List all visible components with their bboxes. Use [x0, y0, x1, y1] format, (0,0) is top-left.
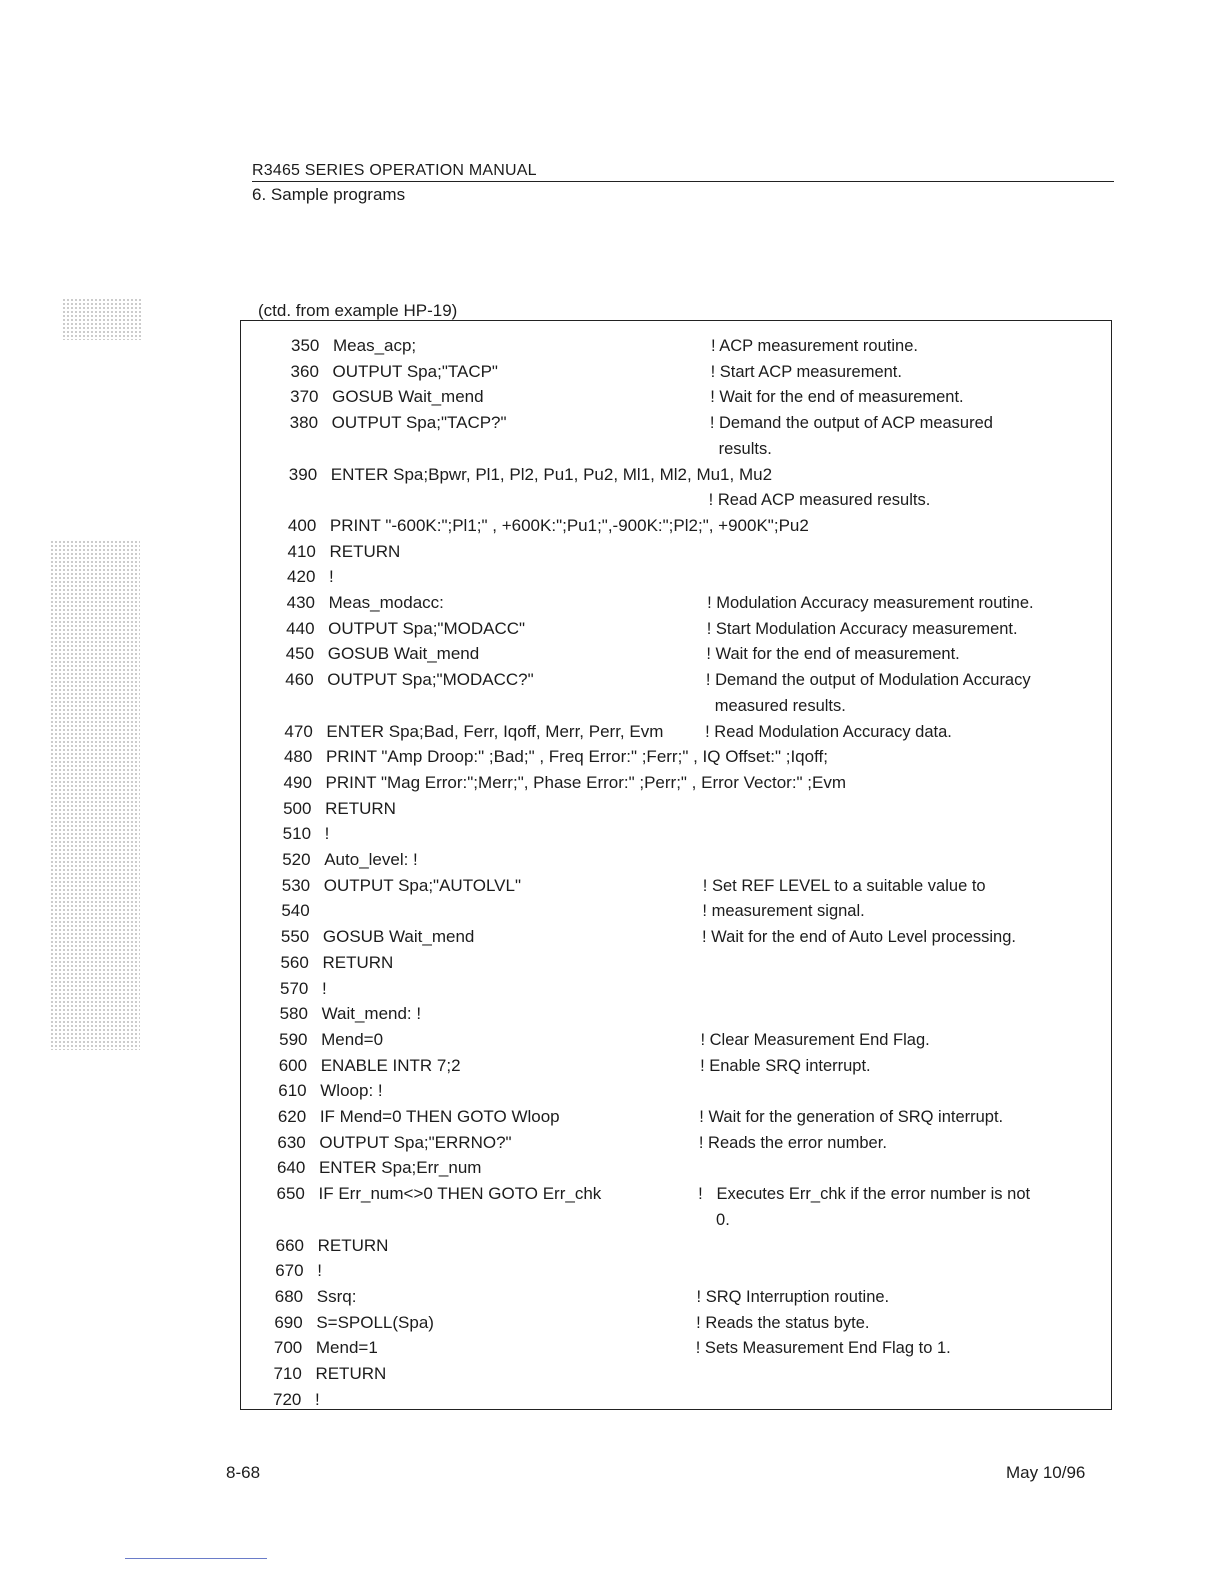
code-line: [289, 438, 331, 460]
line-number: 420: [287, 567, 316, 587]
code-comment: ! Set REF LEVEL to a suitable value to: [702, 876, 986, 895]
line-number: 540: [281, 901, 310, 921]
code-text: PRINT "Mag Error:";Merr;", Phase Error:" ;Perr;" , Error Vector:" ;Evm: [325, 772, 847, 792]
line-number: 430: [286, 593, 315, 612]
line-number: 620: [277, 1107, 307, 1126]
code-text: !: [317, 1261, 322, 1281]
revision-date: May 10/96: [1006, 1463, 1086, 1482]
code-line: [274, 1337, 378, 1359]
code-text: RETURN: [322, 952, 394, 972]
code-line: [277, 1183, 602, 1205]
code-text: ENTER Spa;Bpwr, Pl1, Pl2, Pu1, Pu2, Ml1, Ml2, Mu1, Mu2: [330, 464, 773, 484]
code-text: GOSUB Wait_mend: [327, 644, 480, 664]
code-text: RETURN: [325, 798, 396, 818]
code-line: [285, 695, 327, 717]
line-number: 590: [279, 1029, 308, 1049]
bottom-rule: [125, 1558, 267, 1559]
code-text: !: [315, 1389, 320, 1409]
code-line: [286, 643, 479, 665]
code-comment: ! measurement signal.: [702, 902, 865, 921]
scan-artifact-side: [50, 540, 140, 1050]
code-comment: 0.: [697, 1210, 730, 1229]
code-comment: ! Modulation Accuracy measurement routine.: [707, 594, 1034, 612]
code-text: RETURN: [315, 1364, 387, 1383]
code-line: [280, 1003, 422, 1025]
code-line: [280, 952, 393, 974]
code-text: ENTER Spa;Err_num: [318, 1158, 482, 1178]
code-line: [287, 592, 444, 614]
code-comment: ! Start Modulation Accuracy measurement.: [706, 619, 1018, 638]
code-line: [284, 746, 828, 768]
code-line: [278, 1106, 560, 1128]
code-comment: ! Demand the output of ACP measured: [709, 414, 993, 433]
code-line: [286, 618, 525, 640]
code-text: Wloop: !: [320, 1081, 383, 1101]
code-text: Mend=1: [315, 1338, 378, 1358]
code-text: ENTER Spa;Bad, Ferr, Iqoff, Merr, Perr, Evm: [326, 721, 664, 741]
code-text: IF Err_num<>0 THEN GOTO Err_chk: [318, 1184, 602, 1204]
code-line: [276, 1209, 318, 1231]
page-number: 8-68: [226, 1463, 261, 1482]
code-line: [281, 900, 323, 922]
code-comment: ! Wait for the end of Auto Level processing.: [702, 928, 1016, 947]
code-line: [277, 1157, 482, 1179]
line-number: 380: [289, 413, 319, 433]
code-line: [279, 1029, 383, 1051]
code-line: [282, 875, 521, 897]
code-text: OUTPUT Spa;"MODACC?": [327, 670, 534, 690]
code-text: !: [329, 567, 334, 587]
code-comment: ! ACP measurement routine.: [711, 337, 918, 355]
code-text: Mend=0: [321, 1029, 384, 1049]
code-line: [274, 1312, 434, 1334]
code-comment: ! Start ACP measurement.: [710, 362, 902, 381]
code-text: RETURN: [317, 1235, 389, 1255]
line-number: 700: [273, 1338, 303, 1358]
code-comment: ! SRQ Interruption routine.: [696, 1287, 890, 1306]
manual-title: R3465 SERIES OPERATION MANUAL: [252, 162, 1114, 182]
line-number: 570: [280, 978, 309, 998]
section-title: 6. Sample programs: [252, 185, 406, 204]
code-comment: ! Demand the output of Modulation Accuracy: [705, 671, 1031, 690]
line-number: 520: [282, 850, 311, 869]
code-comment: ! Clear Measurement End Flag.: [700, 1030, 930, 1049]
line-number: 450: [285, 644, 315, 664]
code-comment: ! Reads the status byte.: [696, 1313, 870, 1332]
code-line: [288, 489, 330, 511]
code-line: [277, 1132, 511, 1154]
code-line: [287, 541, 400, 563]
code-text: Auto_level: !: [324, 850, 418, 869]
code-text: Meas_modacc:: [328, 593, 444, 612]
code-comment: ! Executes Err_chk if the error number is not: [698, 1185, 1031, 1204]
code-text: PRINT "-600K:";Pl1;" , +600K:";Pu1;",-900K:";Pl2;", +900K";Pu2: [329, 515, 809, 535]
line-number: 580: [279, 1004, 308, 1024]
code-line: [275, 1260, 322, 1282]
line-number: 400: [287, 515, 317, 535]
code-line: [283, 823, 330, 845]
line-number: 390: [288, 464, 318, 484]
code-line: [284, 772, 847, 794]
code-text: Wait_mend: !: [321, 1004, 422, 1024]
code-text: S=SPOLL(Spa): [316, 1312, 434, 1332]
line-number: 510: [282, 824, 312, 844]
code-text: ENABLE INTR 7;2: [320, 1055, 461, 1075]
code-comment: ! Reads the error number.: [698, 1133, 887, 1152]
line-number: 440: [286, 618, 315, 638]
scan-artifact-top: [62, 298, 142, 340]
code-line: [290, 386, 483, 408]
code-text: GOSUB Wait_mend: [332, 387, 484, 407]
line-number: 560: [280, 952, 309, 972]
line-number: 350: [291, 336, 320, 355]
code-comment: ! Wait for the generation of SRQ interrupt.: [699, 1108, 1004, 1126]
line-number: 670: [275, 1261, 304, 1281]
code-comment: measured results.: [705, 696, 846, 715]
code-text: !: [324, 824, 330, 844]
line-number: 690: [274, 1312, 303, 1332]
code-comment: results.: [709, 439, 772, 458]
code-line: [288, 515, 809, 537]
line-number: 550: [280, 927, 310, 947]
line-number: 470: [284, 721, 313, 741]
line-number: 530: [281, 875, 311, 895]
line-number: 660: [275, 1235, 304, 1255]
code-comment: ! Wait for the end of measurement.: [706, 645, 960, 664]
line-number: 500: [283, 798, 312, 818]
code-line: [280, 978, 327, 1000]
code-line: [279, 1055, 461, 1077]
code-line: [282, 849, 418, 871]
code-comment: ! Read Modulation Accuracy data.: [705, 722, 952, 741]
line-number: 650: [276, 1184, 305, 1204]
line-number: 630: [277, 1132, 306, 1152]
code-line: [289, 464, 772, 486]
code-line: [291, 335, 416, 357]
line-number: 640: [276, 1158, 306, 1178]
code-line: [291, 361, 498, 383]
code-text: !: [322, 978, 327, 998]
code-text: OUTPUT Spa;"TACP": [332, 361, 498, 381]
code-text: Ssrq:: [316, 1286, 357, 1306]
code-line: [275, 1286, 357, 1308]
code-line: [283, 798, 396, 820]
code-text: OUTPUT Spa;"MODACC": [328, 618, 526, 638]
line-number: 490: [283, 772, 312, 792]
line-number: 720: [273, 1389, 302, 1409]
page-header: [252, 162, 1114, 207]
code-text: IF Mend=0 THEN GOTO Wloop: [319, 1107, 560, 1126]
code-line: [276, 1235, 389, 1257]
code-comment: ! Wait for the end of measurement.: [710, 388, 964, 407]
code-text: OUTPUT Spa;"TACP?": [331, 413, 507, 433]
line-number: 680: [274, 1286, 304, 1306]
line-number: 370: [290, 387, 319, 407]
code-line: [273, 1363, 386, 1385]
code-line: [273, 1389, 320, 1411]
continuation-note: (ctd. from example HP-19): [258, 301, 458, 320]
line-number: 360: [290, 361, 319, 381]
code-line: [278, 1080, 382, 1102]
code-line: [285, 669, 533, 691]
line-number: 610: [278, 1081, 307, 1101]
line-number: 480: [283, 747, 313, 767]
code-text: OUTPUT Spa;"ERRNO?": [319, 1132, 512, 1152]
code-text: OUTPUT Spa;"AUTOLVL": [323, 875, 522, 895]
code-comment: ! Read ACP measured results.: [708, 491, 931, 510]
code-text: GOSUB Wait_mend: [322, 927, 475, 947]
code-text: Meas_acp;: [333, 336, 417, 355]
line-number: 600: [278, 1055, 308, 1075]
code-line: [281, 926, 474, 948]
code-listing-box: [240, 320, 1112, 1410]
code-text: RETURN: [329, 541, 401, 561]
code-comment: ! Enable SRQ interrupt.: [700, 1056, 871, 1075]
code-line: [284, 721, 663, 743]
code-line: [287, 566, 334, 588]
line-number: 460: [285, 670, 314, 690]
code-line: [290, 412, 507, 434]
line-number: 710: [273, 1364, 302, 1383]
code-comment: ! Sets Measurement End Flag to 1.: [695, 1339, 951, 1358]
line-number: 410: [287, 541, 316, 561]
code-text: PRINT "Amp Droop:" ;Bad;" , Freq Error:" ;Ferr;" , IQ Offset:" ;Iqoff;: [325, 747, 828, 767]
